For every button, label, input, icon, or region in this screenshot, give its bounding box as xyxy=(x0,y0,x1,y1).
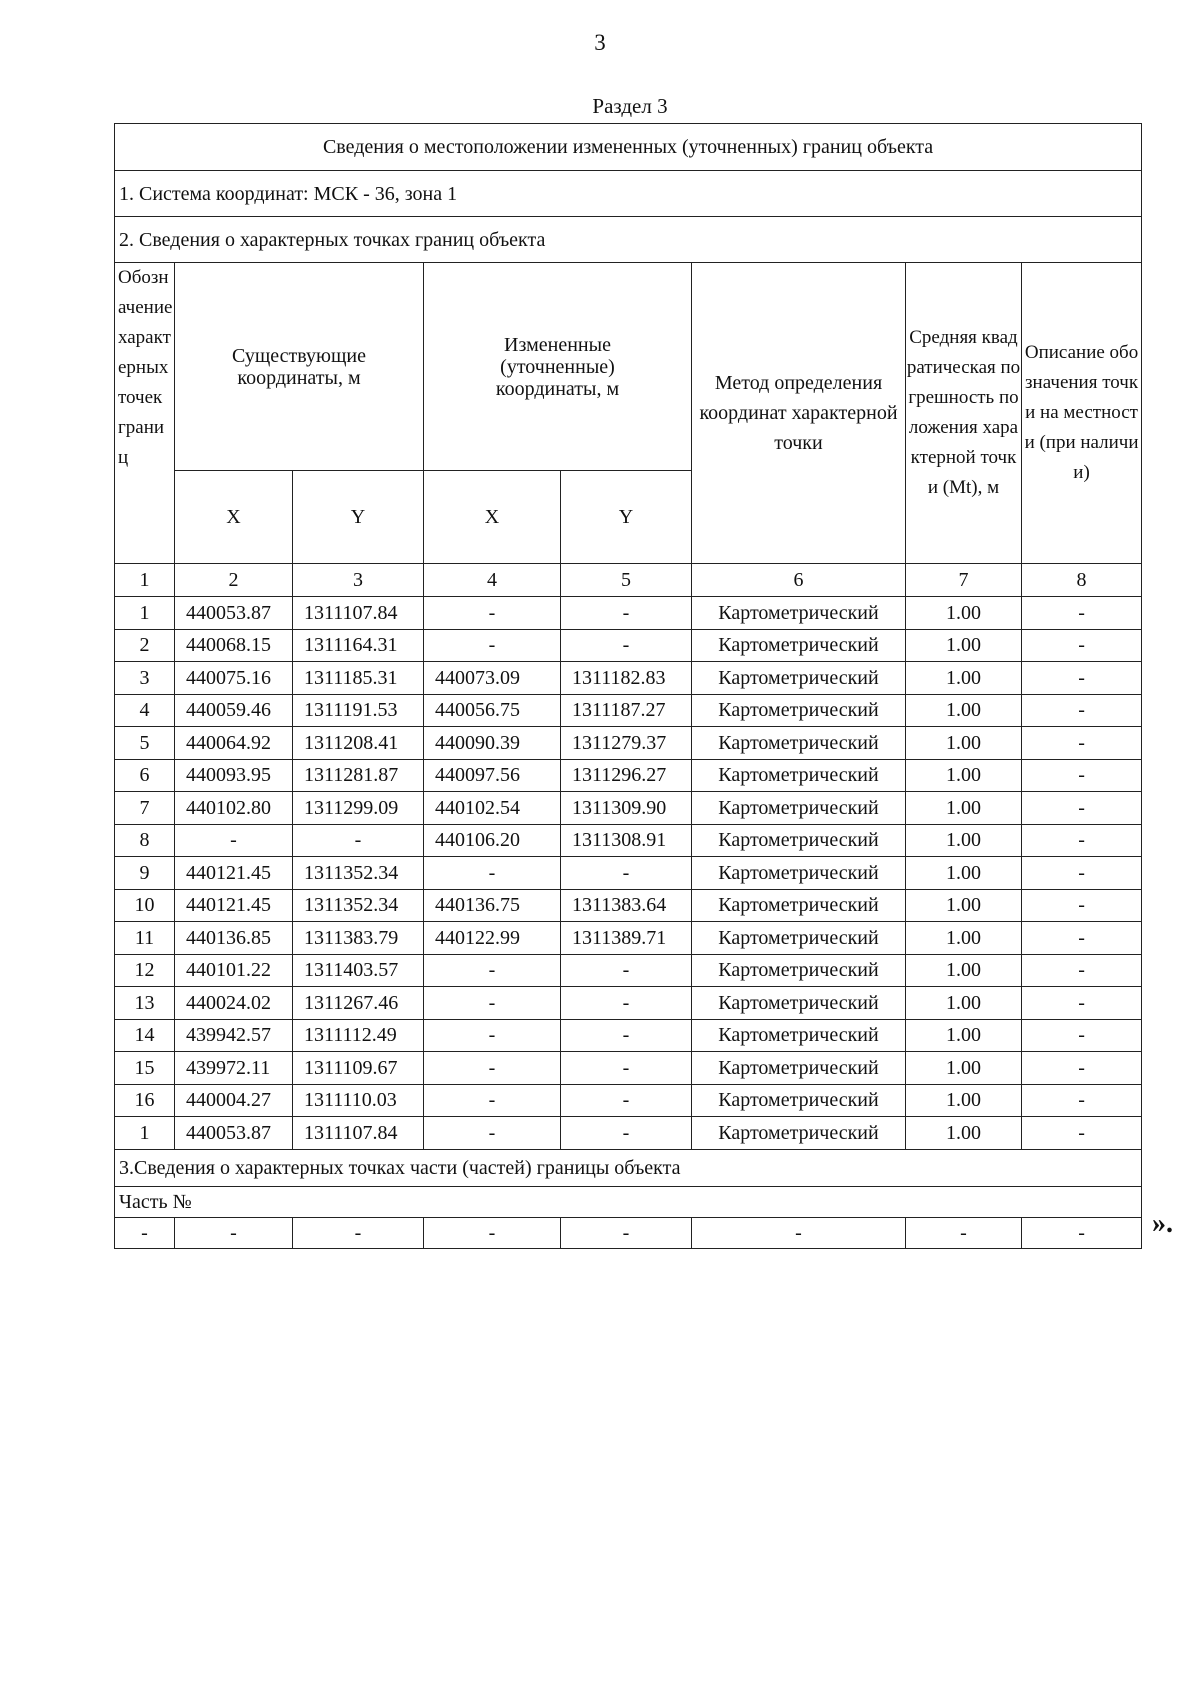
cell-existing-x: 440136.85 xyxy=(175,922,293,955)
cell-existing-y: - xyxy=(293,824,424,857)
part-cell: - xyxy=(115,1217,175,1248)
cell-point-number: 13 xyxy=(115,987,175,1020)
cell-description: - xyxy=(1022,792,1142,825)
boundary-points-table xyxy=(114,123,1142,1249)
cell-description: - xyxy=(1022,629,1142,662)
header-existing-x: X xyxy=(175,471,293,564)
cell-method: Картометрический xyxy=(692,1117,906,1150)
cell-method: Картометрический xyxy=(692,727,906,760)
cell-changed-y: - xyxy=(561,597,692,630)
cell-method: Картометрический xyxy=(692,597,906,630)
column-number: 3 xyxy=(293,564,424,597)
cell-changed-y: 1311279.37 xyxy=(561,727,692,760)
cell-existing-y: 1311403.57 xyxy=(293,954,424,987)
cell-point-number: 6 xyxy=(115,759,175,792)
cell-point-number: 2 xyxy=(115,629,175,662)
cell-changed-x: - xyxy=(424,1052,561,1085)
header-point-designation: Обозначение характерных точек границ xyxy=(115,263,175,564)
cell-existing-y: 1311383.79 xyxy=(293,922,424,955)
cell-accuracy: 1.00 xyxy=(906,759,1022,792)
cell-changed-y: 1311187.27 xyxy=(561,694,692,727)
cell-existing-x: - xyxy=(175,824,293,857)
cell-changed-x: 440073.09 xyxy=(424,662,561,695)
cell-changed-x: - xyxy=(424,597,561,630)
cell-existing-x: 440024.02 xyxy=(175,987,293,1020)
cell-existing-x: 439942.57 xyxy=(175,1019,293,1052)
cell-existing-y: 1311208.41 xyxy=(293,727,424,760)
cell-accuracy: 1.00 xyxy=(906,1084,1022,1117)
header-method: Метод определения координат характерной точки xyxy=(692,263,906,564)
cell-accuracy: 1.00 xyxy=(906,1019,1022,1052)
cell-existing-y: 1311267.46 xyxy=(293,987,424,1020)
cell-method: Картометрический xyxy=(692,824,906,857)
cell-changed-x: 440090.39 xyxy=(424,727,561,760)
parts-heading: 3.Сведения о характерных точках части (частей) границы объекта xyxy=(115,1149,1142,1186)
cell-existing-y: 1311352.34 xyxy=(293,889,424,922)
cell-existing-y: 1311164.31 xyxy=(293,629,424,662)
table-row xyxy=(115,629,1142,662)
table-row xyxy=(115,1117,1142,1150)
table-row xyxy=(115,694,1142,727)
cell-existing-x: 439972.11 xyxy=(175,1052,293,1085)
table-row xyxy=(115,922,1142,955)
table-row xyxy=(115,792,1142,825)
cell-changed-x: 440136.75 xyxy=(424,889,561,922)
cell-changed-y: 1311182.83 xyxy=(561,662,692,695)
part-number-label: Часть № xyxy=(115,1186,1142,1217)
cell-changed-x: 440106.20 xyxy=(424,824,561,857)
table-row xyxy=(115,824,1142,857)
cell-existing-x: 440068.15 xyxy=(175,629,293,662)
header-description: Описание обозначения точки на местности (при наличии) xyxy=(1022,263,1142,564)
cell-changed-y: - xyxy=(561,629,692,662)
cell-point-number: 4 xyxy=(115,694,175,727)
cell-accuracy: 1.00 xyxy=(906,857,1022,890)
cell-description: - xyxy=(1022,694,1142,727)
cell-changed-x: 440102.54 xyxy=(424,792,561,825)
cell-existing-x: 440102.80 xyxy=(175,792,293,825)
cell-accuracy: 1.00 xyxy=(906,824,1022,857)
cell-changed-x: - xyxy=(424,857,561,890)
cell-changed-x: 440097.56 xyxy=(424,759,561,792)
cell-description: - xyxy=(1022,1117,1142,1150)
cell-description: - xyxy=(1022,759,1142,792)
part-cell: - xyxy=(906,1217,1022,1248)
cell-point-number: 12 xyxy=(115,954,175,987)
cell-method: Картометрический xyxy=(692,1052,906,1085)
cell-method: Картометрический xyxy=(692,857,906,890)
part-cell: - xyxy=(293,1217,424,1248)
header-accuracy: Средняя квадратическая погрешность положения характерной точки (Mt), м xyxy=(906,263,1022,564)
part-cell: - xyxy=(175,1217,293,1248)
part-row xyxy=(115,1217,1142,1248)
table-row xyxy=(115,1084,1142,1117)
cell-method: Картометрический xyxy=(692,694,906,727)
coordinate-system: 1. Система координат: МСК - 36, зона 1 xyxy=(115,171,1142,217)
cell-method: Картометрический xyxy=(692,1084,906,1117)
cell-existing-y: 1311110.03 xyxy=(293,1084,424,1117)
cell-method: Картометрический xyxy=(692,759,906,792)
cell-accuracy: 1.00 xyxy=(906,889,1022,922)
column-number: 5 xyxy=(561,564,692,597)
cell-existing-x: 440053.87 xyxy=(175,1117,293,1150)
cell-description: - xyxy=(1022,1084,1142,1117)
header-changed-x: X xyxy=(424,471,561,564)
column-number: 1 xyxy=(115,564,175,597)
cell-description: - xyxy=(1022,597,1142,630)
cell-existing-x: 440064.92 xyxy=(175,727,293,760)
cell-point-number: 1 xyxy=(115,1117,175,1150)
cell-changed-x: 440122.99 xyxy=(424,922,561,955)
table-row xyxy=(115,662,1142,695)
cell-changed-y: 1311383.64 xyxy=(561,889,692,922)
cell-changed-y: - xyxy=(561,1019,692,1052)
cell-changed-y: - xyxy=(561,857,692,890)
column-number: 4 xyxy=(424,564,561,597)
cell-accuracy: 1.00 xyxy=(906,987,1022,1020)
column-number-row xyxy=(115,564,1142,597)
cell-point-number: 5 xyxy=(115,727,175,760)
part-cell: - xyxy=(1022,1217,1142,1248)
page-number: 3 xyxy=(594,30,606,55)
cell-accuracy: 1.00 xyxy=(906,694,1022,727)
cell-method: Картометрический xyxy=(692,954,906,987)
section-label: Раздел 3 xyxy=(592,94,668,118)
cell-existing-y: 1311352.34 xyxy=(293,857,424,890)
cell-accuracy: 1.00 xyxy=(906,597,1022,630)
cell-changed-y: 1311296.27 xyxy=(561,759,692,792)
cell-existing-y: 1311191.53 xyxy=(293,694,424,727)
closing-quote: ». xyxy=(1152,1208,1173,1239)
column-number: 7 xyxy=(906,564,1022,597)
cell-changed-x: - xyxy=(424,987,561,1020)
cell-point-number: 9 xyxy=(115,857,175,890)
table-row xyxy=(115,597,1142,630)
cell-changed-y: 1311389.71 xyxy=(561,922,692,955)
cell-accuracy: 1.00 xyxy=(906,727,1022,760)
cell-accuracy: 1.00 xyxy=(906,1117,1022,1150)
cell-description: - xyxy=(1022,662,1142,695)
cell-existing-x: 440059.46 xyxy=(175,694,293,727)
cell-description: - xyxy=(1022,857,1142,890)
cell-changed-y: 1311309.90 xyxy=(561,792,692,825)
cell-changed-x: - xyxy=(424,629,561,662)
cell-point-number: 1 xyxy=(115,597,175,630)
cell-accuracy: 1.00 xyxy=(906,662,1022,695)
cell-method: Картометрический xyxy=(692,629,906,662)
cell-changed-y: - xyxy=(561,1084,692,1117)
cell-point-number: 15 xyxy=(115,1052,175,1085)
part-cell: - xyxy=(561,1217,692,1248)
table-row xyxy=(115,1052,1142,1085)
cell-point-number: 3 xyxy=(115,662,175,695)
cell-existing-y: 1311185.31 xyxy=(293,662,424,695)
table-row xyxy=(115,759,1142,792)
part-cell: - xyxy=(424,1217,561,1248)
cell-existing-x: 440004.27 xyxy=(175,1084,293,1117)
cell-method: Картометрический xyxy=(692,662,906,695)
table-row xyxy=(115,727,1142,760)
cell-description: - xyxy=(1022,824,1142,857)
column-number: 8 xyxy=(1022,564,1142,597)
cell-point-number: 14 xyxy=(115,1019,175,1052)
table-row xyxy=(115,954,1142,987)
cell-existing-y: 1311281.87 xyxy=(293,759,424,792)
table-row xyxy=(115,889,1142,922)
cell-changed-y: - xyxy=(561,1117,692,1150)
cell-changed-y: - xyxy=(561,987,692,1020)
cell-method: Картометрический xyxy=(692,792,906,825)
cell-changed-x: - xyxy=(424,1084,561,1117)
cell-changed-x: - xyxy=(424,1117,561,1150)
cell-existing-x: 440121.45 xyxy=(175,857,293,890)
cell-changed-y: - xyxy=(561,954,692,987)
cell-existing-y: 1311299.09 xyxy=(293,792,424,825)
cell-description: - xyxy=(1022,954,1142,987)
table-row xyxy=(115,987,1142,1020)
part-cell: - xyxy=(692,1217,906,1248)
cell-changed-x: 440056.75 xyxy=(424,694,561,727)
cell-method: Картометрический xyxy=(692,987,906,1020)
cell-method: Картометрический xyxy=(692,922,906,955)
cell-existing-y: 1311107.84 xyxy=(293,597,424,630)
cell-point-number: 11 xyxy=(115,922,175,955)
column-number: 2 xyxy=(175,564,293,597)
cell-existing-x: 440075.16 xyxy=(175,662,293,695)
cell-point-number: 16 xyxy=(115,1084,175,1117)
points-heading: 2. Сведения о характерных точках границ объекта xyxy=(115,217,1142,263)
cell-method: Картометрический xyxy=(692,1019,906,1052)
cell-existing-x: 440121.45 xyxy=(175,889,293,922)
table-row xyxy=(115,1019,1142,1052)
cell-description: - xyxy=(1022,1052,1142,1085)
cell-point-number: 8 xyxy=(115,824,175,857)
header-changed-coordinates: Измененные (уточненные) координаты, м xyxy=(424,263,692,471)
cell-changed-x: - xyxy=(424,954,561,987)
cell-changed-y: 1311308.91 xyxy=(561,824,692,857)
header-existing-y: Y xyxy=(293,471,424,564)
cell-description: - xyxy=(1022,727,1142,760)
header-existing-coordinates: Существующие координаты, м xyxy=(175,263,424,471)
cell-accuracy: 1.00 xyxy=(906,954,1022,987)
cell-accuracy: 1.00 xyxy=(906,1052,1022,1085)
cell-method: Картометрический xyxy=(692,889,906,922)
cell-existing-y: 1311107.84 xyxy=(293,1117,424,1150)
cell-changed-x: - xyxy=(424,1019,561,1052)
cell-description: - xyxy=(1022,922,1142,955)
column-number: 6 xyxy=(692,564,906,597)
cell-accuracy: 1.00 xyxy=(906,792,1022,825)
cell-changed-y: - xyxy=(561,1052,692,1085)
table-title: Сведения о местоположении измененных (уточненных) границ объекта xyxy=(115,124,1142,171)
cell-description: - xyxy=(1022,1019,1142,1052)
cell-accuracy: 1.00 xyxy=(906,922,1022,955)
data-rows xyxy=(115,597,1142,1150)
cell-existing-y: 1311112.49 xyxy=(293,1019,424,1052)
cell-existing-x: 440101.22 xyxy=(175,954,293,987)
cell-existing-x: 440093.95 xyxy=(175,759,293,792)
table-row xyxy=(115,857,1142,890)
cell-point-number: 7 xyxy=(115,792,175,825)
header-changed-y: Y xyxy=(561,471,692,564)
cell-existing-y: 1311109.67 xyxy=(293,1052,424,1085)
cell-point-number: 10 xyxy=(115,889,175,922)
cell-existing-x: 440053.87 xyxy=(175,597,293,630)
cell-accuracy: 1.00 xyxy=(906,629,1022,662)
cell-description: - xyxy=(1022,889,1142,922)
cell-description: - xyxy=(1022,987,1142,1020)
